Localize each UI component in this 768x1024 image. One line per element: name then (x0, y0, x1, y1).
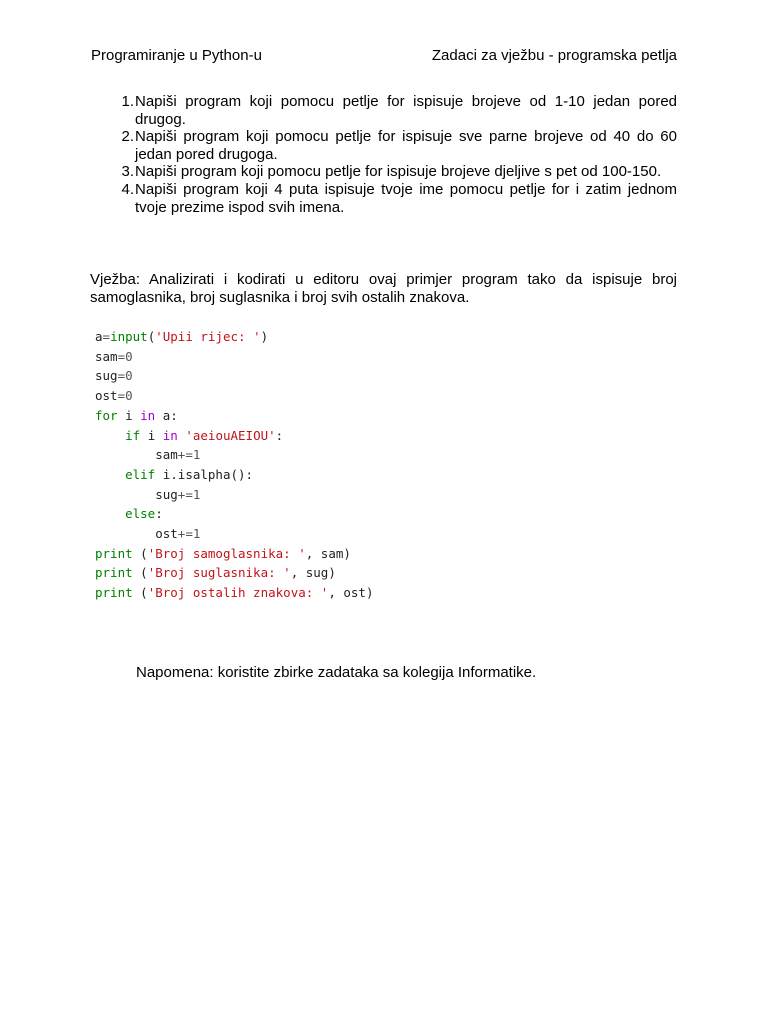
code-line: ost+=1 (155, 526, 201, 542)
task-number: 2. (121, 128, 134, 146)
code-line: for i in a: (95, 407, 178, 423)
code-line: elif i.isalpha(): (125, 466, 254, 482)
task-number: 4. (121, 180, 134, 198)
task-item (90, 163, 677, 181)
code-line: a=input('Upii rijec: ') (95, 329, 269, 344)
code-line: print ('Broj suglasnika: ', sug) (95, 565, 336, 581)
code-line: if i in 'aeiouAEIOU': (125, 427, 284, 443)
header-course-title: Programiranje u Python-u (91, 47, 262, 64)
task-text: Napiši program koji pomocu petlje for ispisuje sve parne brojeve od 40 do 60 (135, 128, 677, 146)
code-line: ost=0 (95, 388, 133, 404)
code-block (95, 327, 373, 603)
code-line: print ('Broj ostalih znakova: ', ost) (95, 585, 374, 601)
task-text: Napiši program koji pomocu petlje for ispisuje brojeve od 1-10 jedan pored (135, 93, 677, 110)
task-number: 3. (121, 163, 134, 181)
task-list (90, 93, 677, 216)
exercise-line: Vježba: Analizirati i kodirati u editoru ovaj primjer program tako da ispisuje broj (90, 271, 677, 288)
task-text-continued: jedan pored drugoga. (135, 145, 278, 163)
code-line: else: (125, 506, 163, 522)
task-number: 1. (121, 93, 134, 110)
note-paragraph: Napomena: koristite zbirke zadataka sa kolegija Informatike. (136, 664, 537, 681)
task-item (90, 128, 677, 163)
code-line: sam+=1 (155, 447, 201, 463)
code-line: sug=0 (95, 368, 133, 384)
task-item (90, 181, 677, 216)
code-line: print ('Broj samoglasnika: ', sam) (95, 545, 351, 561)
task-text-continued: tvoje prezime ispod svih imena. (135, 198, 345, 216)
header-document-title: Zadaci za vježbu - programska petlja (431, 47, 677, 64)
task-text: Napiši program koji pomocu petlje for ispisuje brojeve djeljive s pet od 100-150. (135, 163, 662, 181)
exercise-paragraph (90, 271, 677, 306)
code-line: sam=0 (95, 348, 133, 364)
task-text-continued: drugog. (135, 110, 186, 128)
code-line: sug+=1 (155, 486, 201, 502)
task-item (90, 93, 677, 128)
exercise-line: samoglasnika, broj suglasnika i broj svih ostalih znakova. (90, 288, 470, 306)
task-text: Napiši program koji 4 puta ispisuje tvoje ime pomocu petlje for i zatim jednom (135, 180, 677, 198)
page-header (91, 46, 677, 66)
